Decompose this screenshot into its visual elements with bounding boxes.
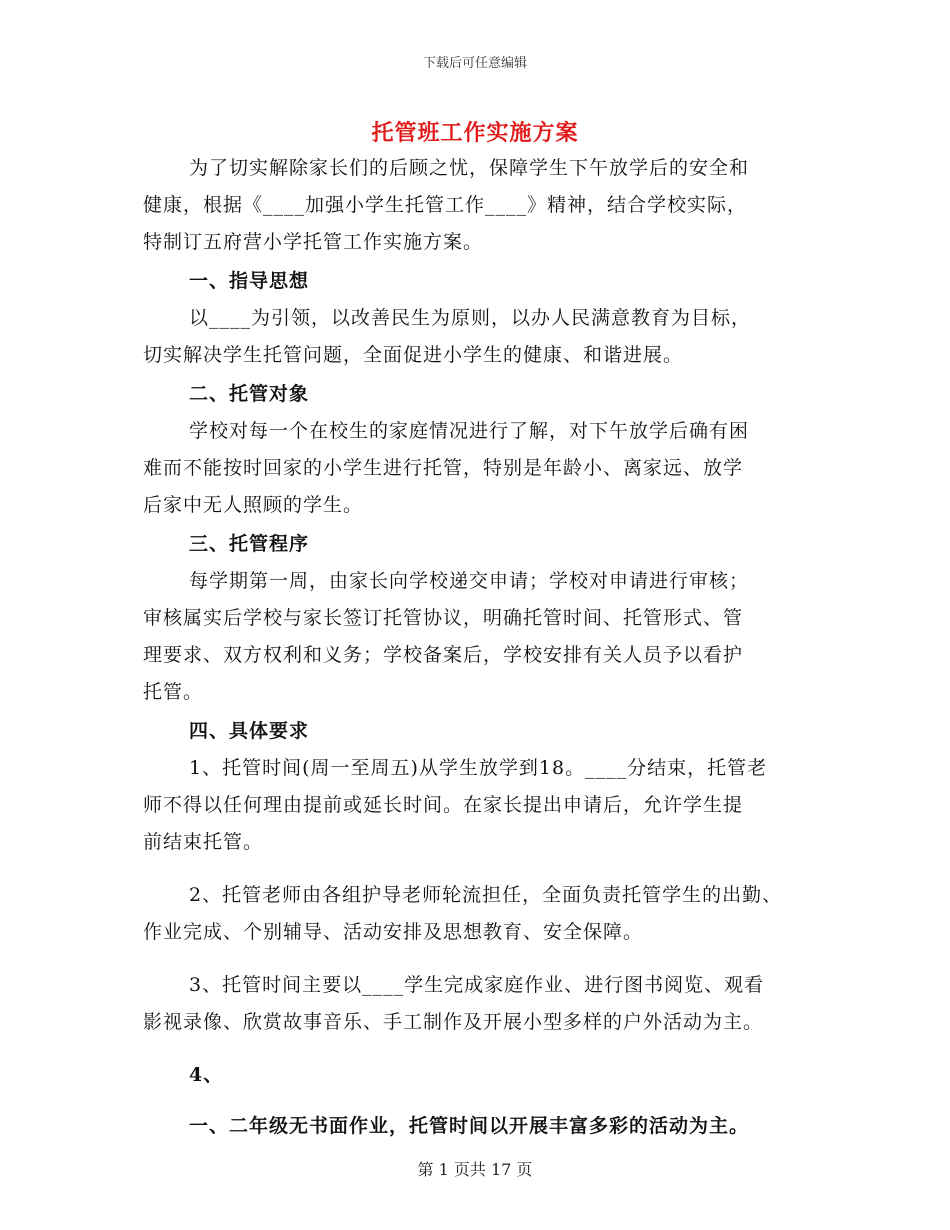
section-heading: 一、指导思想 <box>189 270 310 292</box>
header-note: 下载后可任意编辑 <box>422 56 527 71</box>
section-heading: 三、托管程序 <box>189 533 310 555</box>
section-paragraph <box>143 300 823 374</box>
requirement-item-3 <box>143 967 823 1041</box>
requirement-item-2 <box>143 877 823 951</box>
intro-paragraph <box>143 150 823 261</box>
text-line: 1、托管时间(周一至周五)从学生放学到18。____分结束，托管老 <box>189 757 768 779</box>
page-number: 第 1 页共 17 页 <box>417 1160 533 1179</box>
text-line: 作业完成、个别辅导、活动安排及思想教育、安全保障。 <box>143 921 644 943</box>
text-line: 特制订五府营小学托管工作实施方案。 <box>143 231 484 253</box>
text-line: 理要求、双方权利和义务；学校备案后，学校安排有关人员予以看护 <box>143 644 744 666</box>
text-line: 2、托管老师由各组护导老师轮流担任，全面负责托管学生的出勤、 <box>189 884 783 906</box>
text-line: 影视录像、欣赏故事音乐、手工制作及开展小型多样的户外活动为主。 <box>143 1011 764 1033</box>
text-line: 师不得以任何理由提前或延长时间。在家长提出申请后，允许学生提 <box>143 794 744 816</box>
requirement-item-4: 4、 <box>189 1064 224 1086</box>
document-body <box>143 150 823 1145</box>
text-line: 前结束托管。 <box>143 831 264 853</box>
section-heading: 二、托管对象 <box>189 383 310 405</box>
section-heading: 四、具体要求 <box>189 720 310 742</box>
text-line: 审核属实后学校与家长签订托管协议，明确托管时间、托管形式、管 <box>143 607 744 629</box>
text-line: 后家中无人照顾的学生。 <box>143 494 364 516</box>
text-line: 健康，根据《____加强小学生托管工作____》精神，结合学校实际， <box>143 194 748 216</box>
text-line: 难而不能按时回家的小学生进行托管，特别是年龄小、离家远、放学 <box>143 457 744 479</box>
document-title: 托管班工作实施方案 <box>371 120 579 146</box>
section-paragraph <box>143 563 823 711</box>
text-line: 每学期第一周，由家长向学校递交申请；学校对申请进行审核； <box>189 570 750 592</box>
text-line: 切实解决学生托管问题，全面促进小学生的健康、和谐进展。 <box>143 344 684 366</box>
requirement-item-4-sub: 一、二年级无书面作业，托管时间以开展丰富多彩的活动为主。 <box>189 1115 750 1137</box>
text-line: 3、托管时间主要以____学生完成家庭作业、进行图书阅览、观看 <box>189 974 765 996</box>
text-line: 以____为引领，以改善民生为原则，以办人民满意教育为目标， <box>189 307 752 329</box>
text-line: 托管。 <box>143 681 204 703</box>
section-paragraph <box>143 413 823 524</box>
text-line: 为了切实解除家长们的后顾之忧，保障学生下午放学后的安全和 <box>189 157 750 179</box>
text-line: 学校对每一个在校生的家庭情况进行了解，对下午放学后确有困 <box>189 420 750 442</box>
requirement-item-1 <box>143 750 823 861</box>
